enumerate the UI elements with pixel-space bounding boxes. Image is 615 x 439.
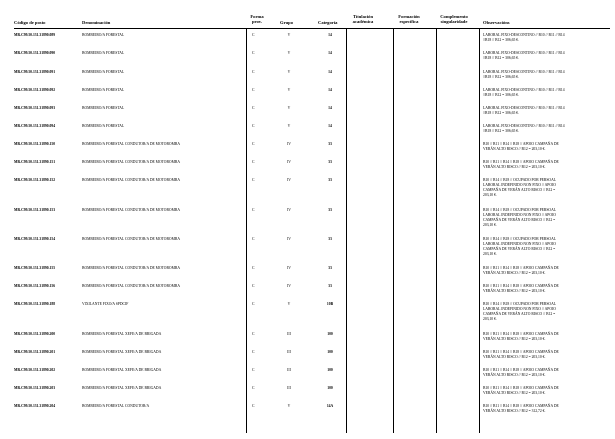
row-code: MR.C99.50.131.31890.150 <box>14 142 56 146</box>
obs-line: B10 // B11 // B14 // B18 // APOIO CAMPAÑA DE <box>483 160 559 164</box>
obs-line: //B18 // B12 = 306,65 €. <box>483 37 519 42</box>
row-grupo: IV <box>287 237 291 241</box>
row-denominacion: BOMBEIRO/A FORESTAL CONDUTOR/A DE MOTOBOMBA <box>82 284 180 288</box>
header-formacion-line-1: Formación <box>398 14 420 19</box>
row-grupo: IV <box>287 284 291 288</box>
row-observaciones <box>483 302 609 322</box>
row-denominacion: BOMBEIRO/A FORESTAL CONDUTOR/A DE MOTOBOMBA <box>82 178 180 182</box>
obs-line: B10 // B14 // B18 // OCUPADO POR PERSOAL <box>483 208 557 212</box>
obs-line: VERÁN ALTO RISCO // B12 = 203,10 €. <box>483 372 546 377</box>
row-observaciones <box>483 124 609 134</box>
row-grupo: V <box>287 106 291 110</box>
header-denominacion: Denominación <box>82 20 111 25</box>
table-row <box>0 160 615 169</box>
row-denominacion: BOMBEIRO/A FORESTAL XEFE/A DE BRIGADA <box>82 332 162 336</box>
obs-line: CAMPAÑA DE VERÁN ALTO RISCO // B12 = <box>483 311 556 316</box>
row-code: MR.C99.50.131.31890.090 <box>14 51 56 55</box>
obs-line: B10 // B11 // B14 // B18 // APOIO CAMPAÑA DE <box>483 284 559 288</box>
row-denominacion: BOMBEIRO/A FORESTAL CONDUTOR/A DE MOTOBOMBA <box>82 237 180 241</box>
row-code: MR.C99.50.131.31890.154 <box>14 237 56 241</box>
row-observaciones <box>483 332 609 342</box>
row-forma: C <box>252 70 255 74</box>
table-row <box>0 178 615 197</box>
row-code: MR.C99.50.131.31890.201 <box>14 350 56 354</box>
header-titulacion <box>346 14 380 25</box>
row-categoria: 100 <box>327 368 333 372</box>
header-titulacion-line-2: académica <box>352 19 374 25</box>
table-row <box>0 70 615 79</box>
row-denominacion: BOMBEIRO/A FORESTAL CONDUTOR/A DE MOTOBOMBA <box>82 160 180 164</box>
obs-line: LABORAL INDEFINIDO NON FIXO // APOIO <box>483 212 556 217</box>
row-forma: C <box>252 142 255 146</box>
row-denominacion: BOMBEIRO/A FORESTAL CONDUTOR/A <box>82 404 150 408</box>
row-forma: C <box>252 124 255 128</box>
row-denominacion: BOMBEIRO/A FORESTAL CONDUTOR/A DE MOTOBOMBA <box>82 208 180 212</box>
obs-line: B10 // B14 // B18 // OCUPADO POR PERSOAL <box>483 178 557 182</box>
row-categoria: 33 <box>328 237 332 241</box>
row-categoria: 14 <box>328 88 332 92</box>
obs-line: B10 // B11 // B14 // B18 // APOIO CAMPAÑA DE <box>483 350 559 354</box>
row-grupo: III <box>287 386 291 390</box>
row-forma: C <box>252 160 255 164</box>
table-row <box>0 266 615 275</box>
header-categoria: Categoría <box>318 20 338 25</box>
obs-line: 203,10 €. <box>483 192 497 197</box>
row-forma: C <box>252 208 255 212</box>
row-grupo: IV <box>287 178 291 182</box>
table-row <box>0 33 615 42</box>
row-categoria: 14 <box>328 70 332 74</box>
row-forma: C <box>252 51 255 55</box>
row-code: MR.C99.50.131.31890.152 <box>14 178 56 182</box>
header-formacion <box>393 14 425 25</box>
row-grupo: V <box>287 404 291 408</box>
row-observaciones <box>483 404 609 414</box>
row-code: MR.C99.50.131.31890.094 <box>14 124 56 128</box>
row-denominacion: BOMBEIRO/A FORESTAL XEFE/A DE BRIGADA <box>82 350 162 354</box>
header-forma-line-2: prov. <box>252 19 262 25</box>
obs-line: LABORAL INDEFINIDO NON FIXO // APOIO <box>483 182 556 187</box>
row-grupo: III <box>287 332 291 336</box>
obs-line: LABORAL INDEFINIDO NON FIXO // APOIO <box>483 241 556 246</box>
row-code: MR.C99.50.131.31890.204 <box>14 404 56 408</box>
row-grupo: IV <box>287 208 291 212</box>
table-row <box>0 106 615 115</box>
row-grupo: IV <box>287 142 291 146</box>
obs-line: VERÁN ALTO RISCO // B12 = 203,10 €. <box>483 270 546 275</box>
row-grupo: V <box>287 88 291 92</box>
header-forma-prov <box>248 14 266 25</box>
row-forma: C <box>252 284 255 288</box>
row-categoria: 33 <box>328 178 332 182</box>
table-row <box>0 368 615 377</box>
row-grupo: V <box>287 70 291 74</box>
row-denominacion: BOMBEIRO/A FORESTAL XEFE/A DE BRIGADA <box>82 368 162 372</box>
table-row <box>0 51 615 60</box>
obs-line: B10 // B11 // B14 // B18 // APOIO CAMPAÑA DE <box>483 332 559 336</box>
row-observaciones <box>483 266 609 276</box>
row-denominacion: BOMBEIRO/A FORESTAL XEFE/A DE BRIGADA <box>82 386 162 390</box>
obs-line: LABORAL INDEFINIDO NON FIXO // APOIO <box>483 306 556 311</box>
obs-line: B10 // B11 // B14 // B18 // APOIO CAMPAÑA DE <box>483 266 559 270</box>
row-observaciones <box>483 106 609 116</box>
header-titulacion-line-1: Titulación <box>352 14 374 19</box>
row-code: MR.C99.50.131.31890.200 <box>14 332 56 336</box>
row-denominacion: BOMBEIRO/A FORESTAL <box>82 106 125 110</box>
table-row <box>0 124 615 133</box>
row-categoria: 14A <box>326 404 334 408</box>
obs-line: LABORAL FIXO-DESCONTINO // B10 // B11 // B14 <box>483 51 565 55</box>
obs-line: //B18 // B12 = 306,65 €. <box>483 128 519 133</box>
obs-line: VERÁN ALTO RISCO // B12 = 203,10 €. <box>483 164 546 169</box>
obs-line: CAMPAÑA DE VERÁN ALTO RISCO // B12 = <box>483 187 556 192</box>
obs-line: VERÁN ALTO RISCO // B12 = 203,10 €. <box>483 146 546 151</box>
obs-line: VERÁN ALTO RISCO // B12 = 312,72 €. <box>483 408 546 413</box>
table-row <box>0 302 615 321</box>
table-row <box>0 350 615 359</box>
table-row <box>0 208 615 227</box>
obs-line: LABORAL FIXO-DESCONTINO // B10 // B11 // B14 <box>483 70 565 74</box>
row-observaciones <box>483 33 609 43</box>
table-row <box>0 142 615 151</box>
row-forma: C <box>252 404 255 408</box>
row-forma: C <box>252 237 255 241</box>
row-grupo: III <box>287 350 291 354</box>
row-categoria: 33 <box>328 142 332 146</box>
row-forma: C <box>252 386 255 390</box>
row-categoria: 33 <box>328 284 332 288</box>
row-denominacion: BOMBEIRO/A FORESTAL <box>82 70 125 74</box>
row-observaciones <box>483 284 609 294</box>
row-code: MR.C99.50.131.31890.151 <box>14 160 56 164</box>
row-code: MR.C99.50.131.31890.202 <box>14 368 56 372</box>
row-forma: C <box>252 368 255 372</box>
row-categoria: 10B <box>326 302 334 306</box>
obs-line: //B18 // B12 = 306,65 €. <box>483 55 519 60</box>
obs-line: VERÁN ALTO RISCO // B12 = 203,10 €. <box>483 390 546 395</box>
obs-line: VERÁN ALTO RISCO // B12 = 203,10 €. <box>483 288 546 293</box>
row-observaciones <box>483 208 609 228</box>
row-grupo: IV <box>287 160 291 164</box>
row-code: MR.C99.50.131.31890.156 <box>14 284 56 288</box>
row-forma: C <box>252 178 255 182</box>
row-code: MR.C99.50.131.31890.089 <box>14 33 56 37</box>
obs-line: //B18 // B12 = 306,65 €. <box>483 92 519 97</box>
row-observaciones <box>483 350 609 360</box>
row-observaciones <box>483 237 609 257</box>
obs-line: B10 // B11 // B14 // B18 // APOIO CAMPAÑA DE <box>483 368 559 372</box>
row-categoria: 14 <box>328 33 332 37</box>
row-code: MR.C99.50.131.31890.153 <box>14 208 56 212</box>
row-forma: C <box>252 106 255 110</box>
header-complemento-line-2: singularidade <box>440 19 468 25</box>
obs-line: LABORAL FIXO-DESCONTINO // B10 // B11 // B14 <box>483 88 565 92</box>
obs-line: 203,10 €. <box>483 251 497 256</box>
obs-line: CAMPAÑA DE VERÁN ALTO RISCO // B12 = <box>483 246 556 251</box>
row-code: MR.C99.50.131.31890.188 <box>14 302 56 306</box>
header-forma-line-1: Forma <box>250 14 264 19</box>
header-complemento <box>434 14 474 25</box>
row-denominacion: BOMBEIRO/A FORESTAL <box>82 88 125 92</box>
row-grupo: V <box>287 302 291 306</box>
obs-line: //B18 // B12 = 306,65 €. <box>483 74 519 79</box>
row-code: MR.C99.50.131.31890.093 <box>14 106 56 110</box>
header-codigo: Código de posto <box>14 20 46 25</box>
obs-line: B10 // B11 // B14 // B18 // APOIO CAMPAÑA DE <box>483 404 559 408</box>
table-row <box>0 88 615 97</box>
header-grupo: Grupo <box>280 20 294 25</box>
row-denominacion: BOMBEIRO/A FORESTAL <box>82 124 125 128</box>
row-code: MR.C99.50.131.31890.091 <box>14 70 56 74</box>
obs-line: B10 // B11 // B14 // B18 // APOIO CAMPAÑA DE <box>483 386 559 390</box>
row-categoria: 100 <box>327 332 333 336</box>
row-categoria: 14 <box>328 106 332 110</box>
obs-line: 203,10 €. <box>483 222 497 227</box>
obs-line: LABORAL FIXO-DESCONTINO // B10 // B11 // B14 <box>483 106 565 110</box>
row-code: MR.C99.50.131.31890.155 <box>14 266 56 270</box>
row-categoria: 33 <box>328 208 332 212</box>
obs-line: B10 // B14 // B18 // OCUPADO POR PERSOAL <box>483 302 557 306</box>
obs-line: 203,10 €. <box>483 316 497 321</box>
row-grupo: V <box>287 33 291 37</box>
row-forma: C <box>252 88 255 92</box>
row-categoria: 100 <box>327 350 333 354</box>
row-forma: C <box>252 332 255 336</box>
table-row <box>0 386 615 395</box>
row-categoria: 100 <box>327 386 333 390</box>
obs-line: LABORAL FIXO-DESCONTINO // B10 // B11 // B14 <box>483 124 565 128</box>
row-denominacion: BOMBEIRO/A FORESTAL CONDUTOR/A DE MOTOBOMBA <box>82 266 180 270</box>
row-categoria: 33 <box>328 160 332 164</box>
row-observaciones <box>483 178 609 198</box>
obs-line: B10 // B14 // B18 // OCUPADO POR PERSOAL <box>483 237 557 241</box>
obs-line: //B18 // B12 = 306,65 €. <box>483 110 519 115</box>
header-complemento-line-1: Complemento <box>440 14 468 19</box>
row-forma: C <box>252 350 255 354</box>
row-observaciones <box>483 142 609 152</box>
obs-line: CAMPAÑA DE VERÁN ALTO RISCO // B12 = <box>483 217 556 222</box>
table-row <box>0 284 615 293</box>
row-denominacion: BOMBEIRO/A FORESTAL CONDUTOR/A DE MOTOBOMBA <box>82 142 180 146</box>
row-code: MR.C99.50.131.31890.203 <box>14 386 56 390</box>
row-observaciones <box>483 88 609 98</box>
row-denominacion: BOMBEIRO/A FORESTAL <box>82 51 125 55</box>
table-row <box>0 332 615 341</box>
header-formacion-line-2: específica <box>399 19 419 25</box>
obs-line: VERÁN ALTO RISCO // B12 = 203,10 €. <box>483 354 546 359</box>
header-rule <box>14 28 610 29</box>
table-row <box>0 237 615 256</box>
row-observaciones <box>483 386 609 396</box>
row-observaciones <box>483 70 609 80</box>
row-denominacion: BOMBEIRO/A FORESTAL <box>82 33 125 37</box>
header-observaciones: Observacións <box>483 20 510 25</box>
row-grupo: IV <box>287 266 291 270</box>
obs-line: VERÁN ALTO RISCO // B12 = 203,10 €. <box>483 336 546 341</box>
row-categoria: 14 <box>328 51 332 55</box>
row-observaciones <box>483 160 609 170</box>
obs-line: LABORAL FIXO-DESCONTINO // B10 // B11 // B14 <box>483 33 565 37</box>
row-forma: C <box>252 302 255 306</box>
row-forma: C <box>252 266 255 270</box>
table-row <box>0 404 615 413</box>
row-grupo: III <box>287 368 291 372</box>
row-grupo: V <box>287 51 291 55</box>
row-categoria: 14 <box>328 124 332 128</box>
row-grupo: V <box>287 124 291 128</box>
row-denominacion: VIXILANTE FIXO/A SPDCIF <box>82 302 129 306</box>
obs-line: B10 // B11 // B14 // B18 // APOIO CAMPAÑA DE <box>483 142 559 146</box>
row-forma: C <box>252 33 255 37</box>
row-observaciones <box>483 368 609 378</box>
row-categoria: 33 <box>328 266 332 270</box>
row-observaciones <box>483 51 609 61</box>
row-code: MR.C99.50.131.31890.092 <box>14 88 56 92</box>
